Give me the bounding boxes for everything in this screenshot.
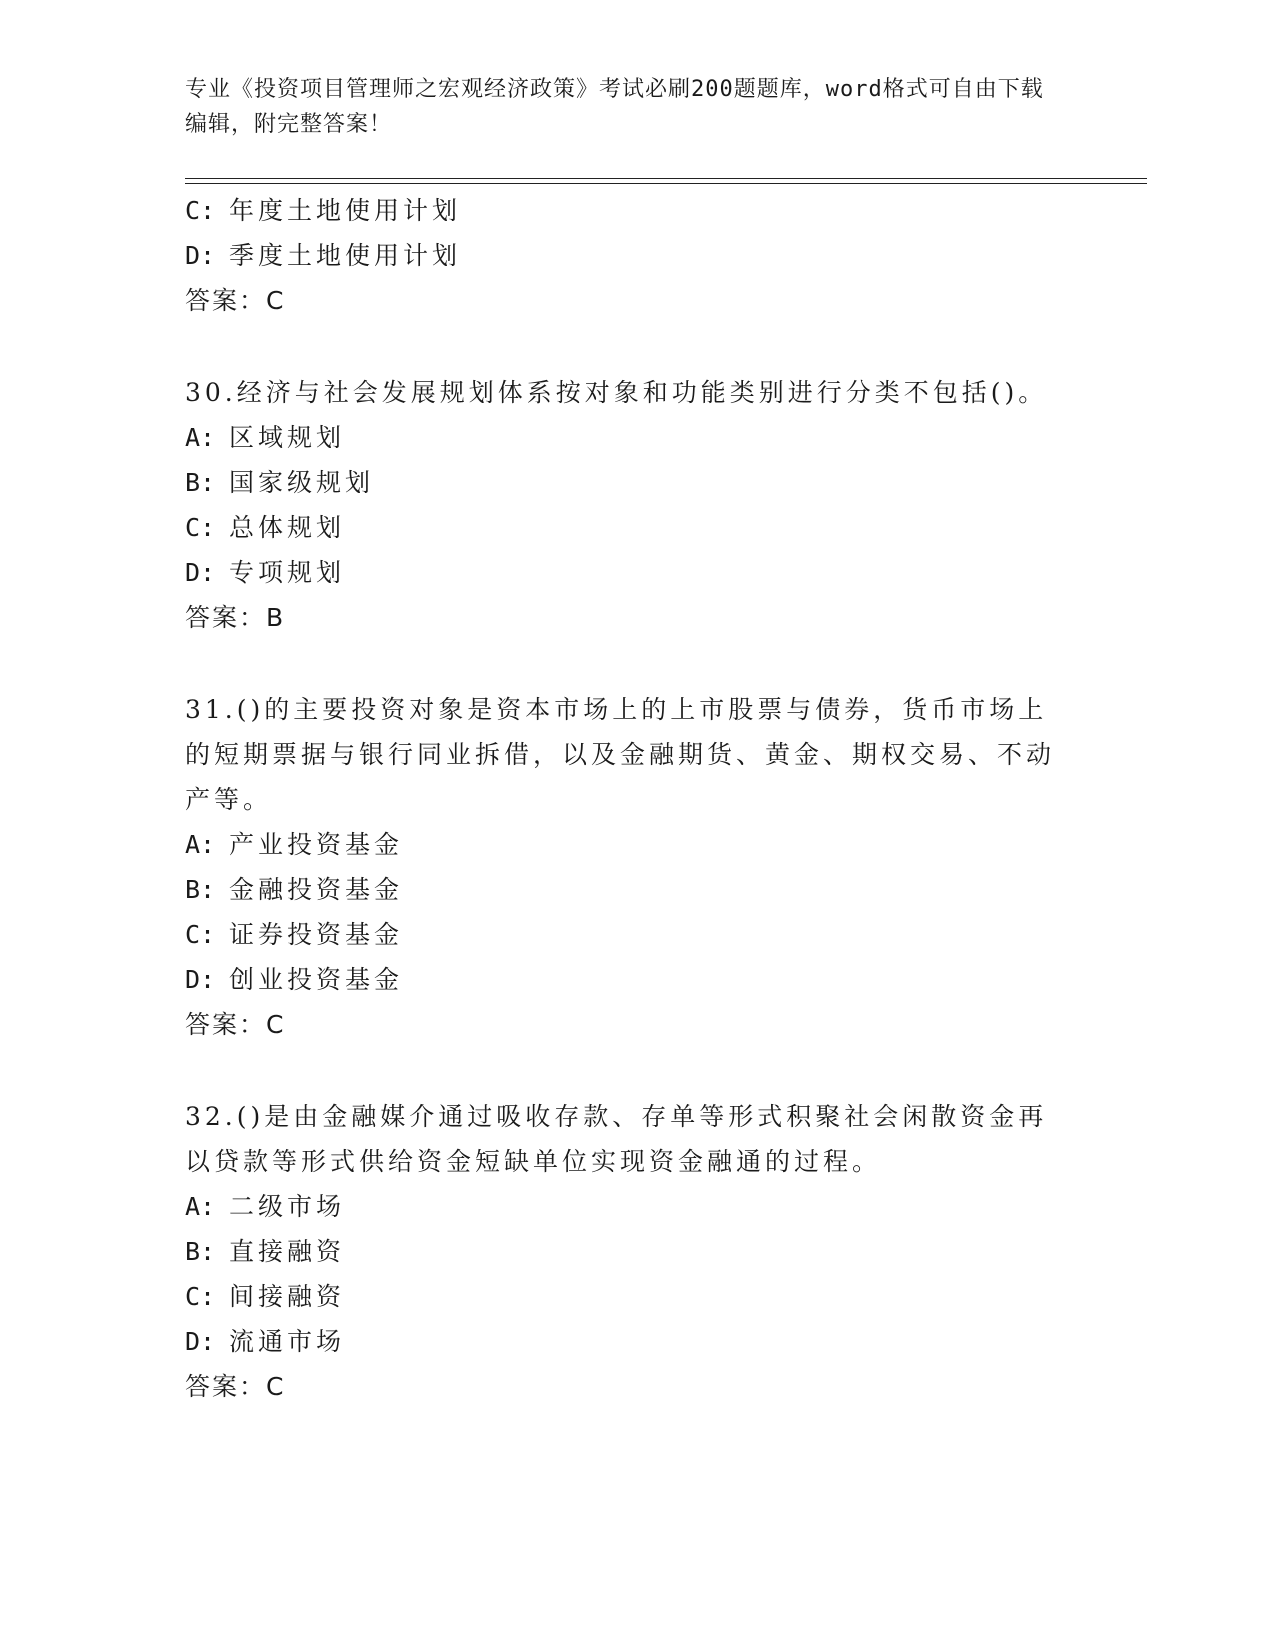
option-a	[185, 822, 1085, 867]
option-text: 国家级规划	[229, 468, 375, 497]
option-text: 年度土地使用计划	[229, 196, 462, 225]
option-c	[185, 505, 1085, 550]
option-letter: C:	[185, 920, 216, 949]
option-letter: D:	[185, 558, 216, 587]
question-text: 30.经济与社会发展规划体系按对象和功能类别进行分类不包括()。	[185, 378, 1048, 407]
option-letter: C:	[185, 196, 216, 225]
option-letter: B:	[185, 468, 216, 497]
option-letter: A:	[185, 423, 216, 452]
document-body	[185, 188, 1085, 1409]
answer: 答案：C	[185, 1010, 286, 1039]
option-letter: B:	[185, 1237, 216, 1266]
option-a	[185, 1184, 1085, 1229]
option-letter: A:	[185, 830, 216, 859]
option-text: 金融投资基金	[229, 875, 404, 904]
header-rule-bottom	[185, 183, 1147, 184]
question-fragment	[185, 188, 1085, 323]
answer: 答案：C	[185, 286, 286, 315]
document-header: 专业《投资项目管理师之宏观经济政策》考试必刷200题题库，word格式可自由下载编辑，附完整答案！	[185, 77, 1044, 137]
option-d	[185, 550, 1085, 595]
option-b	[185, 1229, 1085, 1274]
option-text: 直接融资	[229, 1237, 346, 1266]
option-letter: A:	[185, 1192, 216, 1221]
option-a	[185, 415, 1085, 460]
option-d	[185, 233, 1085, 278]
option-c	[185, 188, 1085, 233]
option-letter: C:	[185, 1282, 216, 1311]
question-31	[185, 687, 1085, 1047]
option-text: 专项规划	[229, 558, 346, 587]
option-b	[185, 460, 1085, 505]
question-text: 31.()的主要投资对象是资本市场上的上市股票与债券，货币市场上的短期票据与银行同业拆借，以及金融期货、黄金、期权交易、不动产等。	[185, 695, 1056, 814]
question-32	[185, 1094, 1085, 1409]
option-c	[185, 912, 1085, 957]
answer: 答案：B	[185, 603, 286, 632]
header-rule-top	[185, 178, 1147, 179]
option-text: 证券投资基金	[229, 920, 404, 949]
question-text: 32.()是由金融媒介通过吸收存款、存单等形式积聚社会闲散资金再以贷款等形式供给资金短缺单位实现资金融通的过程。	[185, 1102, 1048, 1176]
option-b	[185, 867, 1085, 912]
option-text: 创业投资基金	[229, 965, 404, 994]
option-letter: B:	[185, 875, 216, 904]
document-page	[185, 0, 1145, 1650]
option-letter: D:	[185, 1327, 216, 1356]
option-text: 间接融资	[229, 1282, 346, 1311]
option-text: 二级市场	[229, 1192, 346, 1221]
option-d	[185, 1319, 1085, 1364]
option-d	[185, 957, 1085, 1002]
answer: 答案：C	[185, 1372, 286, 1401]
option-text: 季度土地使用计划	[229, 241, 462, 270]
option-text: 总体规划	[229, 513, 346, 542]
option-letter: D:	[185, 965, 216, 994]
question-30	[185, 370, 1085, 640]
option-letter: C:	[185, 513, 216, 542]
option-text: 区域规划	[229, 423, 346, 452]
option-letter: D:	[185, 241, 216, 270]
option-c	[185, 1274, 1085, 1319]
option-text: 产业投资基金	[229, 830, 404, 859]
option-text: 流通市场	[229, 1327, 346, 1356]
